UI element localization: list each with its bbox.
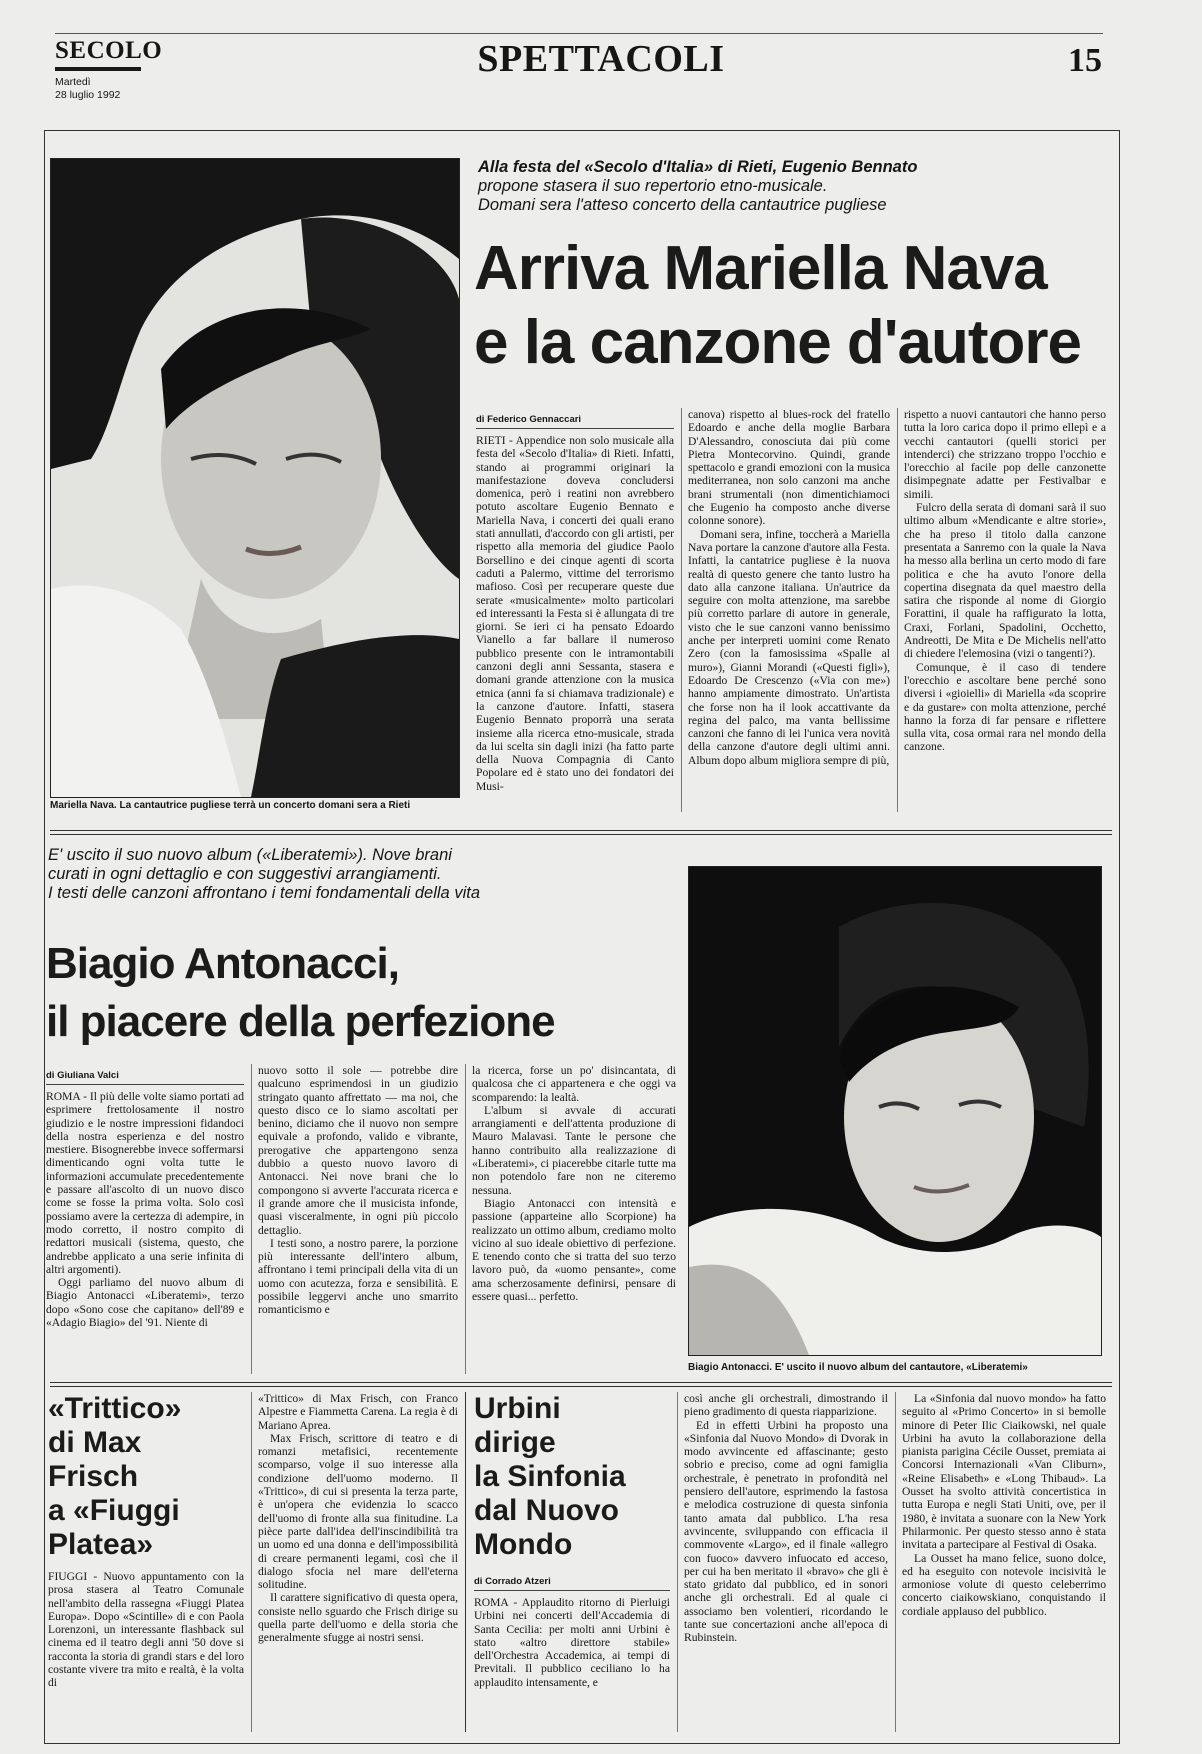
headline-line: Arriva Mariella Nava: [474, 234, 1047, 303]
paragraph: così anche gli orchestrali, dimostrando il pieno gradimento di questa riapparizione.: [684, 1392, 888, 1419]
kicker-line: Alla festa del «Secolo d'Italia» di Rieti, Eugenio Bennato: [478, 158, 918, 176]
paragraph: La «Sinfonia dal nuovo mondo» ha fatto seguito al «Primo Concerto» in si bemolle minore di Peter Ilic Ciaikowski, nel quale Urbini ha avuto la collaborazione della pianista parigina Cécile Ousset, premiata ai Concorsi Internazionali «Van Cliburn», «Reine Elisabeth» e «Long Thibaud». La Ousset ha svolto attività concertistica in tutta Europa e negli Stati Uniti, ove, per il 1980, è invitata a suonare con la New York Philarmonic. Per questo stesso anno è stata invitata a partecipare al Festival di Osaka.: [902, 1392, 1106, 1552]
article-column: [472, 1064, 676, 1303]
kicker-line: E' uscito il suo nuovo album («Liberatemi»). Nove brani: [48, 846, 452, 864]
headline-line: Urbini: [474, 1392, 561, 1425]
headline-line: «Trittico»: [48, 1392, 182, 1425]
paragraph: la ricerca, forse un po' disincantata, di qualcosa che ci appartenera e che oggi va scomparendo: la lealtà.: [472, 1064, 676, 1104]
page-number: 15: [1068, 42, 1102, 79]
paragraph: L'album si avvale di accurati arrangiamenti e dell'attenta produzione di Mauro Malavasi. Tante le persone che hanno contribuito alla realizzazione di «Liberatemi», ci piacerebbe citarle tutte ma non potendolo fare non ne citeremo nessuna.: [472, 1103, 676, 1197]
paragraph: canova) rispetto al blues-rock del fratello Edoardo e anche della moglie Barbara D'Alessandro, conosciuta dai più come Pietra Montecorvino. Quindi, grande spettacolo e grandi emozioni con la musica mediterranea, non solo canzoni ma anche brani strumentali (non dimentichiamoci che Eugenio ha composto anche diverse colonne sonore).: [688, 408, 890, 528]
paragraph: Comunque, è il caso di tendere l'orecchio e ascoltare bene perché sono diversi i «gioielli» di Mariella «da scoprire e da gustare» con molta attenzione, perché hanno la forza di far pensare e riflettere sulla vita, cosa ormai rara nel mondo della canzone.: [904, 660, 1106, 754]
top-rule: [55, 33, 1103, 34]
kicker-line: curati in ogni dettaglio e con suggestivi arrangiamenti.: [48, 865, 442, 883]
headline-line: di Max: [48, 1426, 142, 1459]
paragraph: Oggi parliamo del nuovo album di Biagio Antonacci «Liberatemi», terzo dopo «Sono cose che capitano» dell'89 e «Adagio Biagio» del '91. Niente di: [46, 1276, 244, 1330]
article-column: [902, 1392, 1106, 1618]
paragraph: La Ousset ha mano felice, suono dolce, ed ha eseguito con notevole incisività le armoniose volute di questo celeberrimo concerto ciaikowskiano, conquistando il cordiale applauso del pubblico.: [902, 1551, 1106, 1618]
article-column: [476, 434, 674, 793]
paragraph: ROMA - Applaudito ritorno di Pierluigi Urbini nei concerti dell'Accademia di Santa Cecilia: per molti anni Urbini è stato «altro direttore stabile» dell'Orchestra Accademica, ai tempi di Previtali. Il pubblico ceciliano lo ha applaudito intensamente, e: [474, 1596, 670, 1689]
article-kicker: [48, 846, 668, 903]
headline-line: la Sinfonia: [474, 1460, 626, 1493]
section-divider: [50, 1382, 1112, 1387]
byline-rule: [474, 1590, 670, 1591]
section-title: SPETTACOLI: [477, 38, 725, 80]
mariella-nava-photo: [50, 158, 460, 798]
article-column: [258, 1392, 458, 1645]
paragraph: I testi sono, a nostro parere, la porzione più interessante dell'intero album, affrontano i temi principali della vita di un uomo con acutezza, forza e sensibilità. E possibile leggervi anche uno smarrito romanticismo e: [258, 1236, 458, 1317]
column-rule: [465, 1392, 466, 1732]
column-rule: [465, 1064, 466, 1374]
paragraph: Ed in effetti Urbini ha proposto una «Sinfonia dal Nuovo Mondo» di Dvorak in modo avvincente ed affascinante; gesto sobrio e preciso, come ad ogni famiglia orchestrale, è penetrato in profondità nel pensiero dell'autore, esprimendo la fastosa e melodica costruzione di questa sinfonia tanto amata dal pubblico. L'ha resa avvincente, sviluppando con efficacia il commovente «Largo», ed il finale «allegro con fuoco» davvero infuocato ed acceso, per cui ha ben meritato il «bravo» che gli è stato gridato dal pubblico, ed in sonori anche gli orchestrali. Ed al quale ci associamo ben volentieri, ricordando le tante sue concertazioni anche all'epoca di Rubinstein.: [684, 1418, 888, 1645]
paragraph: nuovo sotto il sole — potrebbe dire qualcuno esprimendosi in un giudizio stringato quanto affrettato — ma noi, che questo disco ce lo siamo ascoltati per benino, diciamo che il nuovo non sempre equivale a profondo, valido e vibrante, prerogative che appartengono senza dubbio a questo nuovo lavoro di Antonacci. Nei nove brani che lo compongono si avverte l'accurata ricerca e il grande amore che il musicista infonde, quasi visceralmente, in ogni più piccolo dettaglio.: [258, 1064, 458, 1237]
paragraph: Il carattere significativo di questa opera, consiste nello sguardo che Frisch dirige su quella parte dell'uomo e della storia che generalmente sfugge ai nostri sensi.: [258, 1591, 458, 1645]
section-divider: [50, 830, 1112, 835]
kicker-line: Domani sera l'atteso concerto della cantautrice pugliese: [478, 196, 887, 214]
article-column: [904, 408, 1106, 754]
headline-line: il piacere della perfezione: [46, 997, 555, 1046]
biagio-antonacci-photo: [688, 866, 1102, 1356]
paragraph: RIETI - Appendice non solo musicale alla festa del «Secolo d'Italia» di Rieti. Infatti, stando ai programmi originari la manifestazione doveva concludersi domenica, però i reatini non avrebbero potuto ascoltare Eugenio Bennato e Mariella Nava, i concerti dei quali erano stati annullati, d'accordo con gli artisti, per rispetto alla memoria del giudice Paolo Borsellino e dei cinque agenti di scorta caduti a Palermo, vittime del terrorismo mafioso. Così per recuperare queste due serate «musicalmente» molto particolari ed interessanti la Festa si è allungata di tre giorni. Se ieri ci ha pensato Edoardo Vianello a far ballare il numeroso pubblico presente con le intramontabili canzoni degli anni Sessanta, stasera e domani grande attenzione con la musica etnica (anni fa si chiamava tradizionale) e la canzone d'autore. Infatti, stasera Eugenio Bennato proporrà una serata insieme alla ricerca etno-musicale, strada da lui scelta sin dagli inizi (ha fatto parte della Nuova Compagnia di Canto Popolare ed è stato uno dei fondatori dei Musi-: [476, 434, 674, 793]
headline-line: Biagio Antonacci,: [46, 939, 399, 988]
column-rule: [895, 1392, 896, 1732]
article-headline: [474, 1392, 626, 1562]
article-column: [474, 1596, 670, 1689]
headline-line: a «Fiuggi: [48, 1494, 180, 1527]
photo-caption: Mariella Nava. La cantautrice pugliese terrà un concerto domani sera a Rieti: [50, 800, 411, 811]
column-rule: [251, 1392, 252, 1732]
article-column: [684, 1392, 888, 1645]
date: 28 luglio 1992: [55, 89, 121, 101]
headline-line: Platea»: [48, 1528, 154, 1561]
headline-line: Mondo: [474, 1528, 573, 1561]
article-column: [688, 408, 890, 767]
headline-line: dirige: [474, 1426, 556, 1459]
column-rule: [681, 408, 682, 812]
paragraph: Domani sera, infine, toccherà a Mariella Nava portare la canzone d'autore alla Festa. Infatti, la cantatrice pugliese è la nuova realtà di questo genere che tanto lustro ha dato alla canzone italiana. Un'autrice da seguire con molta attenzione, ma sarebbe più corretto parlare di autore in generale, visto che le sue canzoni vanno benissimo anche per interpreti uomini come Renato Zero (con la famosissima «Spalle al muro»), Gianni Morandi («Questi figli»), Edoardo De Crescenzo («Via con me») hanno ampiamente dimostrato. Un'artista che forse non ha il look accattivante da regina del palco, ma vanta bellissime canzoni che fanno di lei l'unica vera novità della canzone d'autore degli ultimi anni. Album dopo album migliora sempre di più,: [688, 527, 890, 767]
dateline: [55, 76, 120, 102]
headline-line: dal Nuovo: [474, 1494, 620, 1527]
paragraph: FIUGGI - Nuovo appuntamento con la prosa stasera al Teatro Comunale nell'ambito della rassegna «Fiuggi Platea Europa». Dopo «Scintille» di e con Paola Lorenzoni, un interessante flashback sul cinema ed il teatro degli anni '50 dove si racconta la storia di grandi stars e del loro costante vivere tra mito e realtà, è la volta di: [48, 1570, 244, 1690]
byline-rule: [46, 1084, 244, 1085]
column-rule: [677, 1392, 678, 1732]
paragraph: rispetto a nuovi cantautori che hanno perso tutta la loro carica dopo il primo ellepì e a vecchi cantautori (quelli storici per intenderci) che strizzano troppo l'occhio e l'orecchio al facile pop delle canzonette disimpegnate adatte per Festivalbar e simili.: [904, 408, 1106, 501]
article-kicker: [478, 158, 1038, 215]
article-headline: [474, 232, 1081, 380]
paragraph: Biagio Antonacci con intensità e passione (apparteine allo Scorpione) ha realizzato un ottimo album, crediamo molto vicino al suo ideale obiettivo di perfezione. E tenendo conto che si tratta del suo terzo lavoro può, da «uomo pensante», come ama scherzosamente definirsi, pensare di essere quasi... perfetto.: [472, 1196, 676, 1304]
column-rule: [251, 1064, 252, 1374]
day: Martedì: [55, 76, 91, 88]
photo-caption: Biagio Antonacci. E' uscito il nuovo album del cantautore, «Liberatemi»: [688, 1362, 1028, 1373]
article-column: [46, 1090, 244, 1329]
article-column: [258, 1064, 458, 1317]
article-column: [48, 1570, 244, 1690]
byline: di Corrado Atzeri: [474, 1576, 551, 1587]
kicker-line: I testi delle canzoni affrontano i temi fondamentali della vita: [48, 884, 480, 902]
headline-line: e la canzone d'autore: [474, 308, 1082, 377]
column-rule: [897, 408, 898, 812]
paragraph: Fulcro della serata di domani sarà il suo ultimo album «Mendicante e altre storie», che ha preso il titolo dalla canzone presentata a Sanremo con la quale la Nava ha messo alla berlina un certo modo di fare politica e che ha avuto l'onore della copertina disegnata da quel maestro della satira che risponde al nome di Giorgio Forattini, il quale ha raffigurato la lotta, Craxi, Forlani, Spadolini, Occhetto, Andreotti, De Mita e De Michelis nell'atto di chiedere l'elemosina (vizi o tangenti?).: [904, 501, 1106, 661]
article-headline: [46, 935, 555, 1051]
paragraph: ROMA - Il più delle volte siamo portati ad esprimere frettolosamente il nostro giudizio e le nostre impressioni fidandoci della nostra esperienza e del nostro mestiere. Bisognerebbe invece soffermarsi dimenticando ogni volta tutte le informazioni accumulate precedentemente e passare all'ascolto di un nuovo disco come se fosse la prima volta. Solo così possiamo avere la certezza di adempire, in modo corretto, il nostro compito di redattori musicali (sistema, questo, che andrebbe applicato a una serie infinita di altri argomenti).: [46, 1090, 244, 1276]
paragraph: Max Frisch, scrittore di teatro e di romanzi metafisici, recentemente scomparso, volge il suo interesse alla condizione dell'uomo moderno. Il «Trittico», di cui si presenta la terza parte, è un'opera che evidenzia lo scacco dell'uomo di fronte alla sua finitudine. La pièce parte dall'idea dell'inscindibilità tra un uomo ed una donna e dell'impossibilità di creare permanenti legami, così che il dialogo sfocia nel mare dell'eterna solitudine.: [258, 1431, 458, 1592]
paragraph: «Trittico» di Max Frisch, con Franco Alpestre e Fiammetta Carena. La regia è di Mariano Aprea.: [258, 1392, 458, 1432]
article-headline: [48, 1392, 181, 1562]
byline: di Giuliana Valci: [46, 1070, 119, 1081]
masthead: SECOLO: [55, 37, 163, 64]
kicker-line: propone stasera il suo repertorio etno-musicale.: [478, 177, 828, 195]
byline: di Federico Gennaccari: [476, 414, 582, 425]
byline-rule: [476, 428, 674, 429]
headline-line: Frisch: [48, 1460, 139, 1493]
